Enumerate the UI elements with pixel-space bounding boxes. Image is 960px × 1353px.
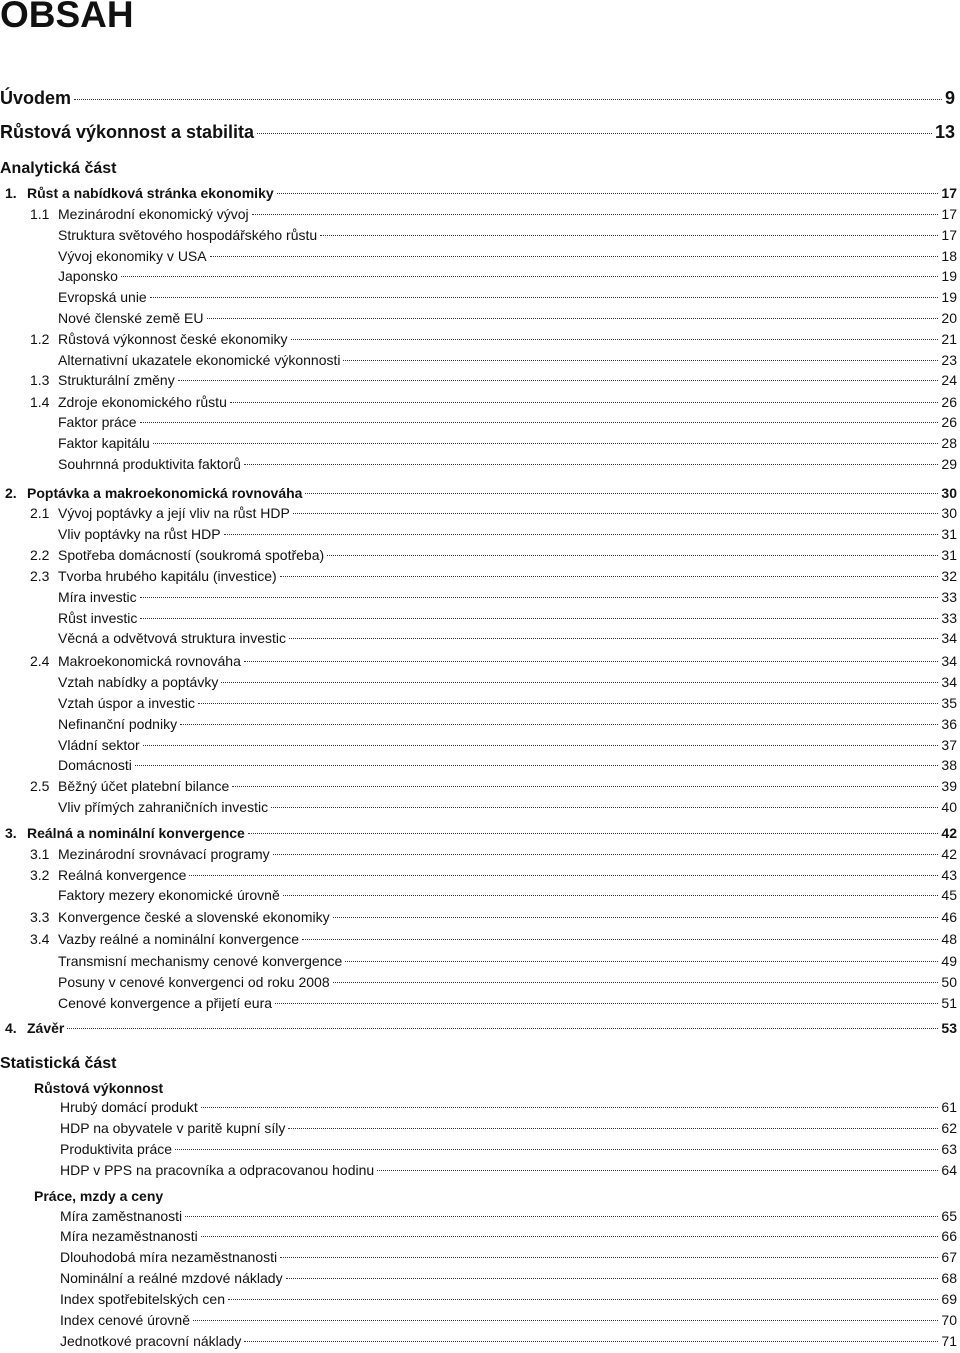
toc-entry[interactable]: [5, 185, 957, 201]
toc-entry-page: 33: [941, 610, 957, 626]
toc-entry-page: 34: [941, 674, 957, 690]
toc-entry-label: Faktor práce: [58, 414, 137, 430]
toc-entry-label: Závěr: [27, 1020, 65, 1036]
toc-entry-label: Mezinárodní ekonomický vývoj: [58, 206, 249, 222]
toc-entry-page: 29: [941, 456, 957, 472]
toc-entry-page: 31: [941, 526, 957, 542]
toc-entry-page: 42: [941, 825, 957, 841]
toc-entry[interactable]: [58, 716, 957, 732]
dot-leader: [327, 555, 938, 556]
toc-entry[interactable]: [58, 456, 957, 472]
dot-leader: [244, 661, 939, 662]
toc-entry-label: Japonsko: [58, 268, 118, 284]
toc-entry[interactable]: [58, 757, 957, 773]
toc-entry-label: Strukturální změny: [58, 372, 175, 388]
toc-entry-page: 62: [941, 1120, 957, 1136]
dot-leader: [345, 961, 938, 962]
dot-leader: [283, 895, 939, 896]
toc-entry[interactable]: [58, 526, 957, 542]
toc-entry-label: Míra nezaměstnanosti: [60, 1228, 198, 1244]
dot-leader: [74, 99, 942, 100]
toc-entry[interactable]: [30, 846, 957, 862]
toc-entry-page: 63: [941, 1141, 957, 1157]
toc-entry-number: 4.: [5, 1020, 17, 1036]
dot-leader: [277, 193, 939, 194]
dot-leader: [286, 1278, 939, 1279]
toc-entry-page: 51: [941, 995, 957, 1011]
toc-entry[interactable]: [60, 1270, 957, 1286]
toc-entry-page: 50: [941, 974, 957, 990]
toc-entry-page: 17: [941, 185, 957, 201]
dot-leader: [67, 1028, 938, 1029]
dot-leader: [140, 618, 938, 619]
toc-entry[interactable]: [60, 1099, 957, 1115]
toc-entry[interactable]: [58, 974, 957, 990]
toc-entry[interactable]: [58, 799, 957, 815]
dot-leader: [257, 133, 932, 134]
toc-entry-page: 49: [941, 953, 957, 969]
toc-entry-label: Růst a nabídková stránka ekonomiky: [27, 185, 274, 201]
dot-leader: [280, 576, 939, 577]
toc-entry-label: Růstová výkonnost české ekonomiky: [58, 331, 288, 347]
toc-entry-page: 61: [941, 1099, 957, 1115]
toc-entry-page: 71: [941, 1333, 957, 1349]
toc-entry[interactable]: [58, 737, 957, 753]
dot-leader: [343, 360, 938, 361]
toc-entry-label: Vztah úspor a investic: [58, 695, 195, 711]
toc-entry-label: Nefinanční podniky: [58, 716, 178, 732]
toc-entry-page: 21: [941, 331, 957, 347]
toc-entry-label: Vývoj ekonomiky v USA: [58, 248, 207, 264]
toc-entry-page: 19: [941, 268, 957, 284]
toc-entry[interactable]: [30, 653, 957, 669]
dot-leader: [207, 318, 939, 319]
dot-leader: [178, 380, 939, 381]
toc-entry-number: 2.4: [30, 653, 50, 669]
dot-leader: [289, 638, 938, 639]
toc-entry[interactable]: [58, 268, 957, 284]
toc-entry-page: 42: [941, 846, 957, 862]
toc-entry-label: Míra zaměstnanosti: [60, 1208, 183, 1224]
toc-entry[interactable]: [60, 1333, 957, 1349]
toc-entry-label: Souhrnná produktivita faktorů: [58, 456, 241, 472]
dot-leader: [201, 1107, 939, 1108]
toc-entry[interactable]: [58, 352, 957, 368]
dot-leader: [143, 745, 939, 746]
toc-entry[interactable]: [30, 568, 957, 584]
toc-entry[interactable]: [30, 867, 957, 883]
toc-entry-label: Úvodem: [0, 88, 72, 108]
toc-entry-label: Struktura světového hospodářského růstu: [58, 227, 318, 243]
dot-leader: [320, 235, 938, 236]
dot-leader: [201, 1236, 939, 1237]
toc-entry-number: 2.5: [30, 778, 50, 794]
dot-leader: [135, 765, 939, 766]
page-title: OBSAH: [0, 0, 134, 35]
dot-leader: [244, 464, 939, 465]
toc-entry-number: 2.2: [30, 547, 50, 563]
toc-entry-label: Růst investic: [58, 610, 138, 626]
toc-entry-page: 43: [941, 867, 957, 883]
toc-entry-label: Reálná a nominální konvergence: [27, 825, 245, 841]
group-heading: Růstová výkonnost: [34, 1080, 164, 1096]
toc-entry[interactable]: [58, 674, 957, 690]
toc-entry[interactable]: [60, 1291, 957, 1307]
dot-leader: [244, 1341, 938, 1342]
toc-entry-page: 45: [941, 887, 957, 903]
toc-entry-label: Spotřeba domácností (soukromá spotřeba): [58, 547, 325, 563]
toc-entry-label: Makroekonomická rovnováha: [58, 653, 241, 669]
toc-entry-page: 37: [941, 737, 957, 753]
toc-entry-label: Míra investic: [58, 589, 137, 605]
toc-entry-label: Index spotřebitelských cen: [60, 1291, 225, 1307]
dot-leader: [150, 297, 939, 298]
dot-leader: [140, 597, 939, 598]
toc-entry[interactable]: [30, 778, 957, 794]
toc-entry-label: Nové členské země EU: [58, 310, 204, 326]
toc-entry-page: 67: [941, 1249, 957, 1265]
toc-entry-page: 32: [941, 568, 957, 584]
toc-entry-page: 36: [941, 716, 957, 732]
toc-entry-label: Nominální a reálné mzdové náklady: [60, 1270, 283, 1286]
toc-entry-label: Evropská unie: [58, 289, 147, 305]
toc-entry-label: Posuny v cenové konvergenci od roku 2008: [58, 974, 330, 990]
toc-entry-page: 38: [941, 757, 957, 773]
toc-entry-page: 24: [941, 372, 957, 388]
toc-entry-number: 3.: [5, 825, 17, 841]
toc-entry-label: Produktivita práce: [60, 1141, 173, 1157]
dot-leader: [333, 917, 939, 918]
toc-entry-page: 34: [941, 630, 957, 646]
toc-entry-number: 1.2: [30, 331, 50, 347]
toc-entry[interactable]: [30, 547, 957, 563]
toc-entry-page: 9: [944, 88, 955, 108]
dot-leader: [280, 1257, 938, 1258]
toc-entry-label: Konvergence české a slovenské ekonomiky: [58, 909, 330, 925]
toc-entry-label: HDP na obyvatele v paritě kupní síly: [60, 1120, 286, 1136]
dot-leader: [293, 513, 939, 514]
dot-leader: [302, 939, 938, 940]
toc-entry-page: 20: [941, 310, 957, 326]
dot-leader: [305, 493, 938, 494]
toc-entry-label: Běžný účet platební bilance: [58, 778, 230, 794]
group-heading: Práce, mzdy a ceny: [34, 1188, 164, 1204]
toc-entry-label: Růstová výkonnost a stabilita: [0, 122, 255, 142]
toc-entry-label: Domácnosti: [58, 757, 132, 773]
toc-entry[interactable]: [60, 1312, 957, 1328]
toc-entry[interactable]: [30, 206, 957, 222]
toc-entry-page: 68: [941, 1270, 957, 1286]
toc-entry-label: Alternativní ukazatele ekonomické výkonnosti: [58, 352, 341, 368]
toc-entry-page: 31: [941, 547, 957, 563]
dot-leader: [230, 402, 939, 403]
dot-leader: [210, 256, 939, 257]
toc-entry[interactable]: [30, 372, 957, 388]
toc-entry-page: 69: [941, 1291, 957, 1307]
toc-entry[interactable]: [0, 122, 955, 143]
toc-entry-label: Hrubý domácí produkt: [60, 1099, 198, 1115]
toc-entry-label: Věcná a odvětvová struktura investic: [58, 630, 287, 646]
toc-entry-label: Vliv přímých zahraničních investic: [58, 799, 269, 815]
dot-leader: [248, 833, 939, 834]
toc-entry[interactable]: [58, 630, 957, 646]
dot-leader: [232, 786, 938, 787]
toc-entry[interactable]: [58, 227, 957, 243]
toc-entry-number: 2.: [5, 485, 17, 501]
toc-entry-page: 39: [941, 778, 957, 794]
toc-entry[interactable]: [58, 610, 957, 626]
toc-entry-number: 3.1: [30, 846, 50, 862]
dot-leader: [221, 682, 938, 683]
toc-entry-page: 53: [941, 1020, 957, 1036]
toc-entry-page: 28: [941, 435, 957, 451]
toc-entry-page: 35: [941, 695, 957, 711]
toc-entry[interactable]: [5, 825, 957, 841]
toc-entry[interactable]: [60, 1141, 957, 1157]
toc-entry[interactable]: [58, 589, 957, 605]
toc-entry[interactable]: [0, 88, 955, 109]
dot-leader: [189, 875, 938, 876]
toc-entry-number: 1.4: [30, 394, 50, 410]
dot-leader: [185, 1216, 938, 1217]
toc-entry-label: Vývoj poptávky a její vliv na růst HDP: [58, 505, 290, 521]
toc-entry-page: 34: [941, 653, 957, 669]
toc-entry-page: 65: [941, 1208, 957, 1224]
dot-leader: [271, 807, 938, 808]
dot-leader: [252, 214, 939, 215]
toc-entry-label: Mezinárodní srovnávací programy: [58, 846, 270, 862]
toc-entry[interactable]: [58, 414, 957, 430]
toc-entry-number: 1.3: [30, 372, 50, 388]
part-heading: Analytická část: [0, 160, 117, 177]
toc-entry-page: 13: [934, 122, 955, 142]
toc-entry[interactable]: [5, 485, 957, 501]
toc-entry-label: Reálná konvergence: [58, 867, 187, 883]
toc-entry-label: Vládní sektor: [58, 737, 140, 753]
toc-entry-label: Vazby reálné a nominální konvergence: [58, 931, 300, 947]
dot-leader: [121, 276, 938, 277]
toc-entry-page: 19: [941, 289, 957, 305]
toc-entry[interactable]: [30, 909, 957, 925]
toc-entry-page: 26: [941, 414, 957, 430]
toc-entry[interactable]: [60, 1162, 957, 1178]
toc-entry-label: HDP v PPS na pracovníka a odpracovanou hodinu: [60, 1162, 375, 1178]
toc-entry-number: 2.3: [30, 568, 50, 584]
dot-leader: [180, 724, 938, 725]
toc-entry-label: Faktor kapitálu: [58, 435, 150, 451]
part-heading: Statistická část: [0, 1055, 117, 1072]
toc-entry-label: Vliv poptávky na růst HDP: [58, 526, 221, 542]
toc-entry[interactable]: [30, 505, 957, 521]
dot-leader: [273, 854, 939, 855]
dot-leader: [224, 534, 939, 535]
toc-entry-page: 70: [941, 1312, 957, 1328]
dot-leader: [288, 1128, 938, 1129]
toc-entry-page: 17: [941, 227, 957, 243]
dot-leader: [193, 1320, 938, 1321]
toc-entry-page: 66: [941, 1228, 957, 1244]
toc-entry-number: 3.4: [30, 931, 50, 947]
toc-entry[interactable]: [58, 887, 957, 903]
toc-entry-page: 40: [941, 799, 957, 815]
toc-entry-label: Faktory mezery ekonomické úrovně: [58, 887, 280, 903]
toc-entry[interactable]: [60, 1208, 957, 1224]
dot-leader: [275, 1003, 938, 1004]
toc-entry-page: 18: [941, 248, 957, 264]
toc-entry-label: Transmisní mechanismy cenové konvergence: [58, 953, 343, 969]
dot-leader: [228, 1299, 938, 1300]
toc-entry[interactable]: [58, 310, 957, 326]
toc-entry-page: 64: [941, 1162, 957, 1178]
toc-entry-page: 48: [941, 931, 957, 947]
toc-entry-label: Dlouhodobá míra nezaměstnanosti: [60, 1249, 278, 1265]
toc-entry-number: 1.1: [30, 206, 50, 222]
toc-entry-label: Tvorba hrubého kapitálu (investice): [58, 568, 277, 584]
toc-entry-number: 1.: [5, 185, 17, 201]
toc-entry-page: 46: [941, 909, 957, 925]
toc-entry-number: 3.2: [30, 867, 50, 883]
toc-entry-label: Cenové konvergence a přijetí eura: [58, 995, 273, 1011]
toc-entry[interactable]: [60, 1249, 957, 1265]
dot-leader: [377, 1170, 938, 1171]
toc-entry[interactable]: [58, 995, 957, 1011]
toc-entry-label: Jednotkové pracovní náklady: [60, 1333, 242, 1349]
toc-entry[interactable]: [60, 1120, 957, 1136]
toc-entry-label: Poptávka a makroekonomická rovnováha: [27, 485, 303, 501]
toc-entry-page: 23: [941, 352, 957, 368]
toc-entry-label: Zdroje ekonomického růstu: [58, 394, 227, 410]
toc-entry[interactable]: [30, 931, 957, 947]
toc-entry[interactable]: [58, 435, 957, 451]
toc-entry-number: 3.3: [30, 909, 50, 925]
toc-entry-page: 30: [941, 485, 957, 501]
toc-entry-number: 2.1: [30, 505, 50, 521]
dot-leader: [333, 982, 939, 983]
toc-entry-label: Index cenové úrovně: [60, 1312, 190, 1328]
toc-entry-page: 33: [941, 589, 957, 605]
toc-entry-label: Vztah nabídky a poptávky: [58, 674, 219, 690]
toc-entry[interactable]: [58, 695, 957, 711]
toc-entry[interactable]: [30, 331, 957, 347]
toc-entry[interactable]: [30, 394, 957, 410]
toc-entry[interactable]: [5, 1020, 957, 1036]
toc-entry[interactable]: [60, 1228, 957, 1244]
dot-leader: [175, 1149, 938, 1150]
toc-entry-page: 30: [941, 505, 957, 521]
toc-entry[interactable]: [58, 953, 957, 969]
dot-leader: [291, 339, 939, 340]
toc-entry-page: 26: [941, 394, 957, 410]
toc-entry[interactable]: [58, 289, 957, 305]
dot-leader: [198, 703, 938, 704]
dot-leader: [140, 422, 939, 423]
dot-leader: [153, 443, 939, 444]
toc-entry-page: 17: [941, 206, 957, 222]
toc-entry[interactable]: [58, 248, 957, 264]
